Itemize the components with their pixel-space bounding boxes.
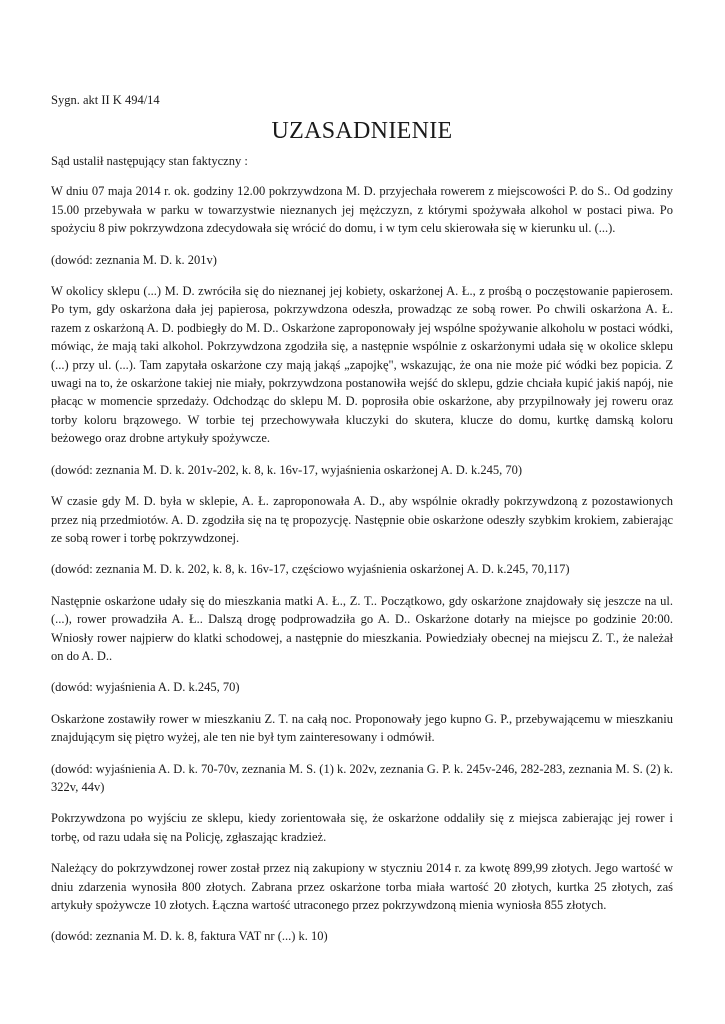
paragraph-2: W okolicy sklepu (...) M. D. zwróciła się do nieznanej jej kobiety, oskarżonej A. Ł., z prośbą o poczęstowanie papierosem. Po tym, gdy oskarżona dała jej papierosa, pokrzywdzona odeszła, prowadząc ze sobą rower. Po chwili oskarżona A. Ł. razem z oskarżoną A. D. podbiegły do M. D.. Oskarżone zaproponowały jej wspólne spożywanie alkoholu w postaci wódki, mówiąc, że mają taki alkohol. Pokrzywdzona zgodziła się, a następnie wspólnie z oskarżonymi udała się w okolice sklepu (...) przy ul. (...). Tam zapytała oskarżone czy mają jakąś „zapojkę", wskazując, że ona nie może pić wódki bez popicia. Z uwagi na to, że oskarżone takiej nie miały, pokrzywdzona postanowiła wejść do sklepu, gdzie chciała kupić jakiś napój, nie płacąc w momencie sprzedaży. Odchodząc do sklepu M. D. poprosiła obie oskarżone, aby przypilnowały jej roweru oraz torby koloru brązowego. W torbie tej przechowywała kluczyki do skutera, klucze do domu, kurtkę damską koloru beżowego oraz drobne artykuły spożywcze.	[51, 284, 673, 446]
paragraph-7: Należący do pokrzywdzonej rower został przez nią zakupiony w styczniu 2014 r. za kwotę 899,99 złotych. Jego wartość w dniu zdarzenia wynosiła 800 złotych. Zabrana przez oskarżone torba miała wartość 20 złotych, kurtka 25 złotych, zaś artykuły spożywcze 10 złotych. Łączna wartość utraconego przez pokrzywdzoną mienia wyniosła 855 złotych.	[51, 861, 673, 912]
paragraph-6: Pokrzywdzona po wyjściu ze sklepu, kiedy zorientowała się, że oskarżone oddaliły się z miejsca zabierając jej rower i torbę, od razu udała się na Policję, zgłaszając kradzież.	[51, 811, 673, 844]
paragraph-4: Następnie oskarżone udały się do mieszkania matki A. Ł., Z. T.. Początkowo, gdy oskarżone znajdowały się jeszcze na ul. (...), rower prowadziła A. Ł.. Dalszą drogę podprowadziła go A. D.. Oskarżone dotarły na miejsce po godzinie 20:00. Wniosły rower najpierw do klatki schodowej, a następnie do mieszkania. Powiedziały obecnej na miejscu Z. T., że należał on do A. D..	[51, 593, 673, 663]
document-title: UZASADNIENIE	[271, 118, 453, 144]
paragraph-1: W dniu 07 maja 2014 r. ok. godziny 12.00 pokrzywdzona M. D. przyjechała rowerem z miejscowości P. do S.. Od godziny 15.00 przebywała w parku w towarzystwie nieznanych jej mężczyzn, z którymi spożywała alkohol w postaci piwa. Po spożyciu 8 piw pokrzywdzona zdecydowała się wrócić do domu, i w tym celu skierowała się w kierunku ul. (...).	[51, 184, 673, 236]
intro-line: Sąd ustalił następujący stan faktyczny :	[51, 154, 248, 168]
document-page	[51, 92, 673, 959]
evidence-5: (dowód: wyjaśnienia A. D. k. 70-70v, zeznania M. S. (1) k. 202v, zeznania G. P. k. 245v-246, 282-283, zeznania M. S. (2) k. 322v, 44v)	[51, 761, 673, 794]
paragraph-3: W czasie gdy M. D. była w sklepie, A. Ł. zaproponowała A. D., aby wspólnie okradły pokrzywdzoną z pozostawionych przez nią przedmiotów. A. D. zgodziła się na tę propozycję. Następnie obie oskarżone odeszły szybkim krokiem, zabierając ze sobą rower i torbę pokrzywdzonej.	[51, 494, 673, 545]
evidence-3: (dowód: zeznania M. D. k. 202, k. 8, k. 16v-17, częściowo wyjaśnienia oskarżonej A. D. k.245, 70,117)	[51, 562, 570, 577]
evidence-2: (dowód: zeznania M. D. k. 201v-202, k. 8, k. 16v-17, wyjaśnienia oskarżonej A. D. k.245, 70)	[51, 462, 523, 477]
paragraph-5: Oskarżone zostawiły rower w mieszkaniu Z. T. na całą noc. Proponowały jego kupno G. P., przebywającemu w mieszkaniu znajdującym się piętro wyżej, ale ten nie był tym zainteresowany i odmówił.	[51, 711, 673, 745]
evidence-6: (dowód: zeznania M. D. k. 8, faktura VAT nr (...) k. 10)	[51, 929, 328, 944]
evidence-4: (dowód: wyjaśnienia A. D. k.245, 70)	[51, 680, 240, 695]
case-signature: Sygn. akt II K 494/14	[51, 93, 160, 107]
evidence-1: (dowód: zeznania M. D. k. 201v)	[51, 252, 217, 267]
